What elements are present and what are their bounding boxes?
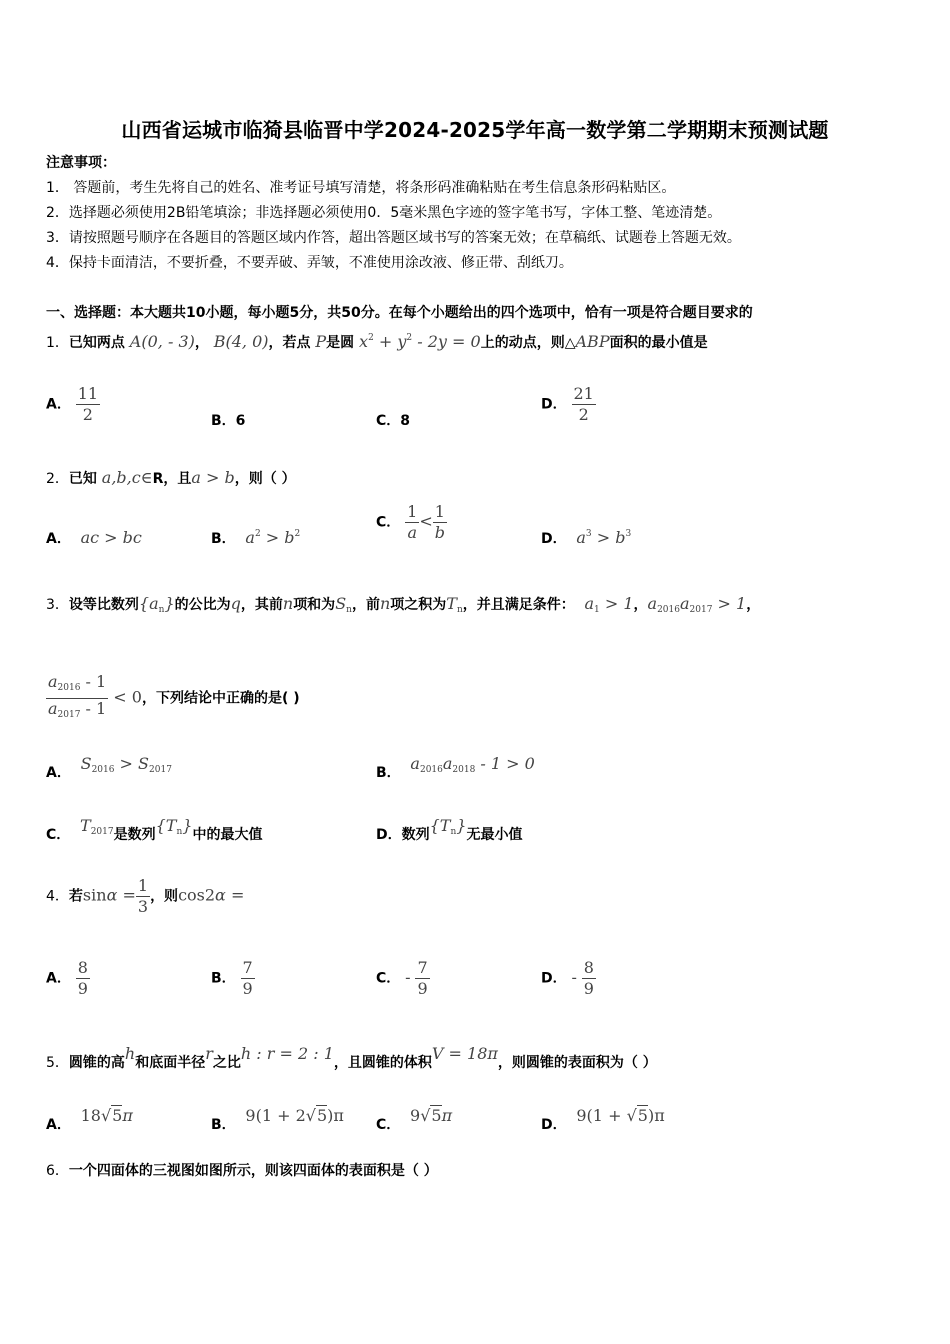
- q2-option-a[interactable]: A． ac > bc: [46, 528, 142, 547]
- q1-option-c[interactable]: C．8: [376, 413, 411, 429]
- question-5: 5．圆锥的高h和底面半径r之比h : r = 2 : 1，且圆锥的体积V = 18π，则圆锥的表面积为（ ）: [46, 1044, 657, 1071]
- q1-option-a[interactable]: A． $\frac{11}{2}$: [46, 384, 99, 424]
- notes-heading: 注意事项：: [46, 155, 116, 171]
- question-2: 2．已知 a,b,c∈R，且a > b，则（ ）: [46, 468, 296, 487]
- q2-option-c[interactable]: C． $\frac{1}{a}$ < $\frac{1}{b}$: [376, 502, 445, 542]
- point-a: A(0, - 3): [129, 332, 195, 351]
- q5-option-d[interactable]: D． 9(1 + √5)π: [541, 1106, 665, 1133]
- section-heading: 一、选择题：本大题共10小题，每小题5分，共50分。在每个小题给出的四个选项中，恰有一项是符合题目要求的: [46, 305, 753, 321]
- page-title: 山西省运城市临猗县临晋中学2024-2025学年高一数学第二学期期末预测试题: [121, 118, 829, 142]
- note-item: 2．选择题必须使用2B铅笔填涂；非选择题必须使用0．5毫米黑色字迹的签字笔书写，字体工整、笔迹清楚。: [46, 205, 722, 221]
- note-item: 3．请按照题号顺序在各题目的答题区域内作答，超出答题区域书写的答案无效；在草稿纸、试题卷上答题无效。: [46, 230, 741, 246]
- question-1: 1．已知两点 A(0, - 3)， B(4, 0)，若点 P是圆 $x^2 + y^2 - 2y = 0$上的动点，则△ABP面积的最小值是: [46, 332, 708, 351]
- q3-option-d[interactable]: D．数列$\{T_n\}$无最小值: [376, 816, 523, 843]
- q1-option-d[interactable]: D． $\frac{21}{2}$: [541, 384, 594, 424]
- q2-option-b[interactable]: B． $a^2 > b^2$: [211, 528, 301, 547]
- q3-option-b[interactable]: B． $a_{2016}a_{2018} - 1 > 0$: [376, 754, 535, 781]
- q3-option-a[interactable]: A． $S_{2016} > S_{2017}$: [46, 754, 172, 781]
- question-4: 4．若sinα = $\frac{1}{3}$ ，则cos2α =: [46, 876, 245, 916]
- q4-option-d[interactable]: D． - $\frac{8}{9}$: [541, 958, 594, 998]
- q4-option-b[interactable]: B． $\frac{7}{9}$: [211, 958, 253, 998]
- q1-option-b[interactable]: B．6: [211, 413, 246, 429]
- note-item: 4．保持卡面清洁，不要折叠，不要弄破、弄皱，不准使用涂改液、修正带、刮纸刀。: [46, 255, 573, 271]
- q2-option-d[interactable]: D． $a^3 > b^3$: [541, 528, 632, 547]
- circle-equation: $x^2 + y^2 - 2y = 0$: [359, 332, 481, 351]
- q5-option-c[interactable]: C． 9√5π: [376, 1106, 453, 1133]
- q5-option-a[interactable]: A． 18√5π: [46, 1106, 133, 1133]
- q3-option-c[interactable]: C． $T_{2017}$是数列$\{T_n\}$中的最大值: [46, 816, 263, 843]
- q5-option-b[interactable]: B． 9(1 + 2√5)π: [211, 1106, 344, 1133]
- question-3-condition: $\frac{a_{2016} - 1}{a_{2017} - 1}$ < 0，下列结论中正确的是( ): [48, 672, 300, 720]
- question-3: 3．设等比数列$\{a_n\}$的公比为q，其前n项和为$S_n$，前n项之积为$T_n$，并且满足条件： $a_1 > 1$，$a_{2016}a_{2017} > 1$，: [46, 594, 761, 615]
- note-item: 1． 答题前，考生先将自己的姓名、准考证号填写清楚，将条形码准确粘贴在考生信息条形码粘贴区。: [46, 180, 676, 196]
- question-6: 6．一个四面体的三视图如图所示，则该四面体的表面积是（ ）: [46, 1163, 438, 1179]
- point-b: B(4, 0): [213, 332, 269, 351]
- q4-option-a[interactable]: A． $\frac{8}{9}$: [46, 958, 88, 998]
- q4-option-c[interactable]: C． - $\frac{7}{9}$: [376, 958, 428, 998]
